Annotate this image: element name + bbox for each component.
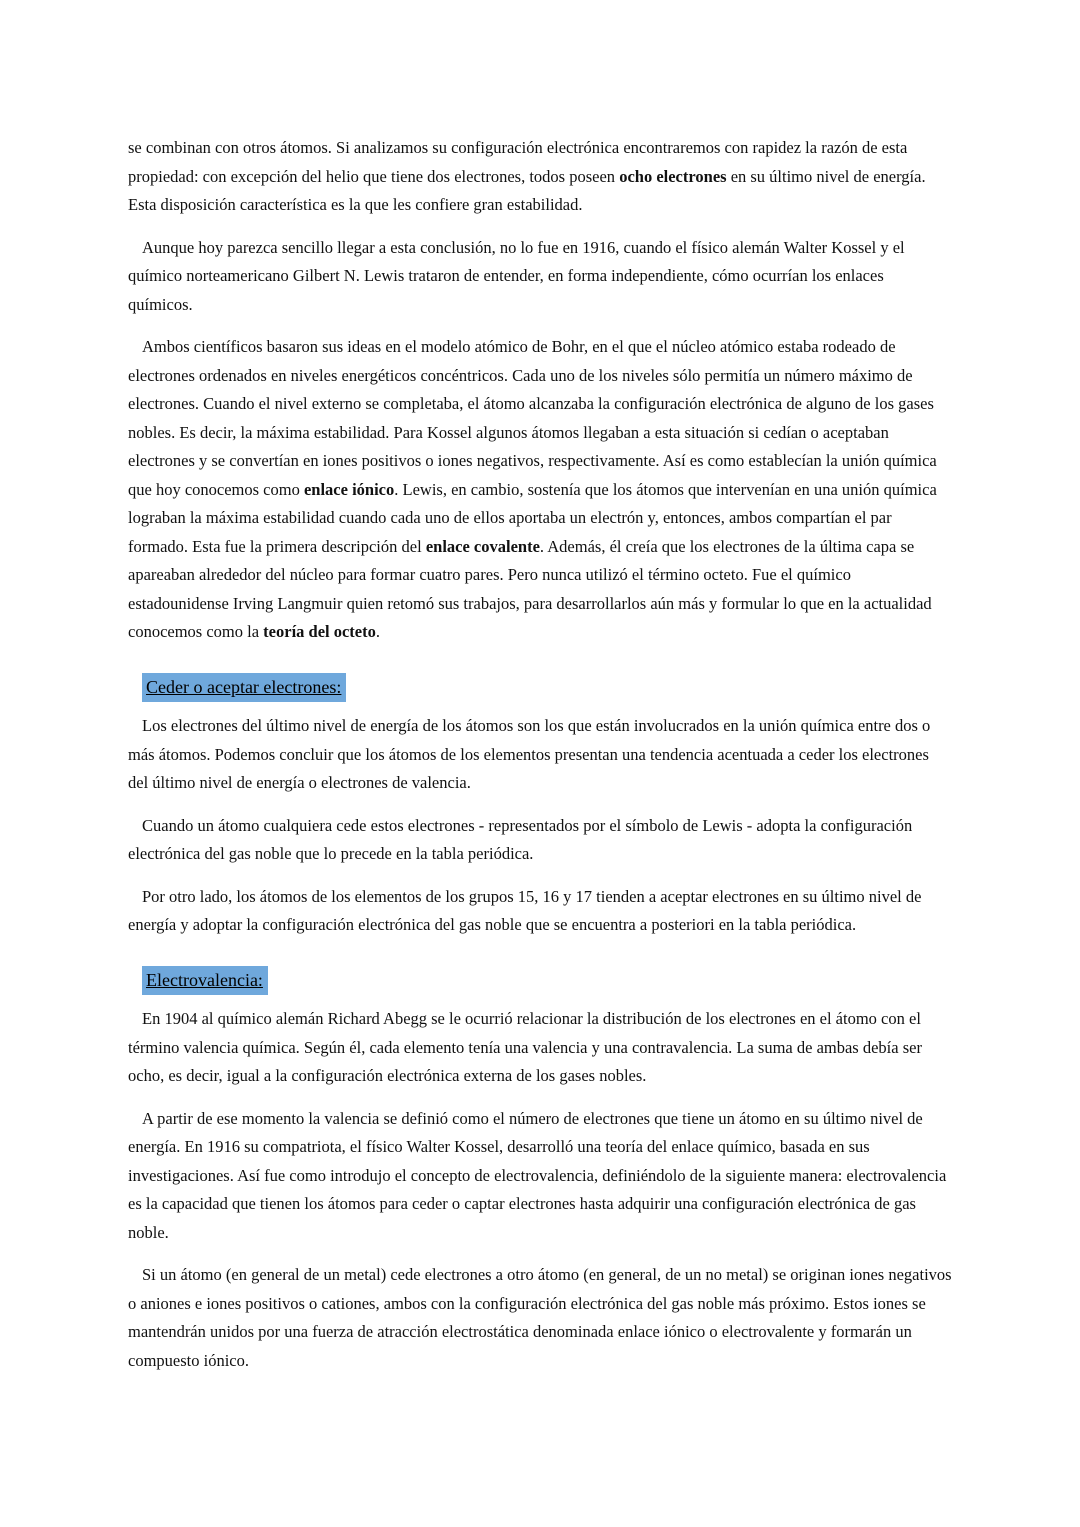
text-segment: se combinan con otros átomos. Si analizamos su configuración electrónica encontraremos con rapidez la razón de esta propiedad: con excepción del helio que tiene dos electrones, todos poseen	[128, 138, 908, 186]
paragraph	[128, 234, 952, 320]
text-segment: Los electrones del último nivel de energía de los átomos son los que están involucrados en la unión química entre dos o más átomos. Podemos concluir que los átomos de los elementos presentan una tendencia acentuada a ceder los electrones del último nivel de energía o electrones de valencia.	[128, 716, 931, 792]
paragraph	[128, 883, 952, 940]
text-segment: Aunque hoy parezca sencillo llegar a esta conclusión, no lo fue en 1916, cuando el físico alemán Walter Kossel y el químico norteamericano Gilbert N. Lewis trataron de entender, en forma independiente, cómo ocurrían los enlaces químicos.	[128, 237, 905, 314]
text-segment: Por otro lado, los átomos de los elementos de los grupos 15, 16 y 17 tienden a aceptar electrones en su último nivel de energía y adoptar la configuración electrónica del gas noble que se encuentra a posteriori en la tabla periódica.	[128, 886, 922, 934]
section-heading: Ceder o aceptar electrones:	[142, 673, 346, 702]
text-segment: A partir de ese momento la valencia se definió como el número de electrones que tiene un átomo en su último nivel de energía. En 1916 su compatriota, el físico Walter Kossel, desarrolló una teoría del enlace químico, basada en sus investigaciones. Así fue como introdujo el concepto de electrovalencia, definiéndolo de la siguiente manera: electrovalencia es la capacidad que tienen los átomos para ceder o captar electrones hasta adquirir una configuración electrónica de gas noble.	[128, 1108, 947, 1242]
text-segment: Ambos científicos basaron sus ideas en el modelo atómico de Bohr, en el que el núcleo atómico estaba rodeado de electrones ordenados en niveles energéticos concéntricos. Cada uno de los niveles sólo permitía un número máximo de electrones. Cuando el nivel externo se completaba, el átomo alcanzaba la configuración electrónica de alguno de los gases nobles. Es decir, la máxima estabilidad. Para Kossel algunos átomos llegaban a esta situación si cedían o aceptaban electrones y se convertían en iones positivos o iones negativos, respectivamente. Así es como establecían la unión química que hoy conocemos como	[128, 337, 937, 499]
text-segment: Cuando un átomo cualquiera cede estos electrones - representados por el símbolo de Lewis - adopta la configuración electrónica del gas noble que lo precede en la tabla periódica.	[128, 815, 913, 863]
document-content	[128, 134, 952, 1389]
text-segment: . Además, él creía que los electrones de la última capa se apareaban alrededor del núcleo para formar cuatro pares. Pero nunca utilizó el término octeto. Fue el químico estadounidense Irving Langmuir quien retomó sus trabajos, para desarrollarlos aún más y formular lo que en la actualidad conocemos como la	[128, 536, 932, 641]
text-segment: . Lewis, en cambio, sostenía que los átomos que intervenían en una unión química lograban la máxima estabilidad cuando cada uno de ellos aportaba un electrón y, entonces, ambos compartían el par formado. Esta fue la primera descripción del	[128, 479, 937, 556]
bold-text-segment: ocho electrones	[619, 166, 727, 186]
paragraph	[128, 1105, 952, 1248]
bold-text-segment: enlace covalente	[425, 536, 540, 556]
bold-text-segment: teoría del octeto	[263, 622, 376, 641]
text-segment: En 1904 al químico alemán Richard Abegg se le ocurrió relacionar la distribución de los electrones en el átomo con el término valencia química. Según él, cada elemento tenía una valencia y una contravalencia. La suma de ambas debía ser ocho, es decir, igual a la configuración electrónica externa de los gases nobles.	[128, 1009, 922, 1085]
paragraph	[128, 812, 952, 869]
paragraph	[128, 1005, 952, 1091]
paragraph	[128, 134, 952, 220]
paragraph	[128, 1261, 952, 1375]
paragraph	[128, 712, 952, 798]
section-heading-row	[128, 673, 952, 703]
text-segment: Si un átomo (en general de un metal) cede electrones a otro átomo (en general, de un no metal) se originan iones negativos o aniones e iones positivos o cationes, ambos con la configuración electrónica del gas noble más próximo. Estos iones se mantendrán unidos por una fuerza de atracción electrostática denominada enlace iónico o electrovalente y formarán un compuesto iónico.	[128, 1265, 952, 1370]
section-heading: Electrovalencia:	[142, 966, 268, 995]
bold-text-segment: enlace iónico	[303, 479, 395, 499]
text-segment: .	[375, 622, 380, 641]
section-heading-row	[128, 966, 952, 996]
paragraph	[128, 333, 952, 647]
text-segment: en su último nivel de energía. Esta disposición característica es la que les confiere gran estabilidad.	[128, 166, 926, 214]
